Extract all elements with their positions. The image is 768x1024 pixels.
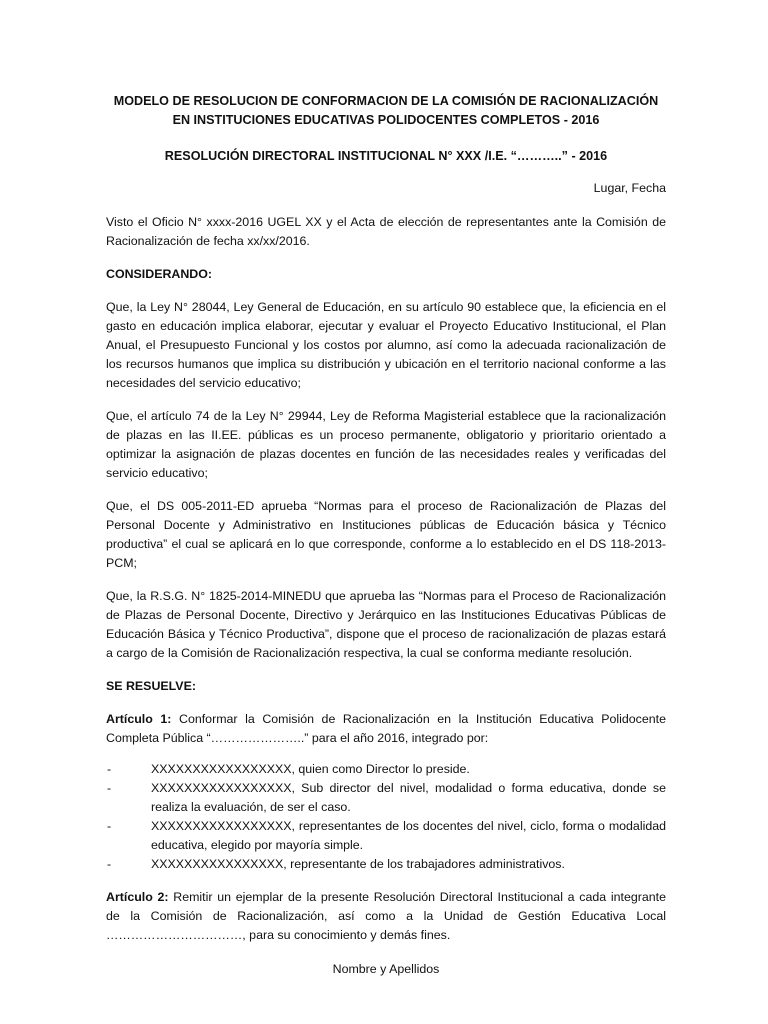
dash-bullet: - <box>107 819 112 833</box>
considerando-heading: CONSIDERANDO: <box>106 267 213 281</box>
member-text: XXXXXXXXXXXXXXXX, representante de los trabajadores administrativos. <box>151 857 565 871</box>
dash-bullet: - <box>107 762 112 776</box>
member-item <box>106 760 666 779</box>
article-1 <box>106 710 666 748</box>
considerando-paragraph-1: Que, la Ley N° 28044, Ley General de Educación, en su artículo 90 establece que, la eficiencia en el gasto en educación implica elaborar, ejecutar y evaluar el Proyecto Educativo Institucional, el Plan Anual, el Presupuesto Funcional y los costos por alumno, así como la adecuada racionalización de los recursos humanos que implica su distribución y ubicación en el territorio nacional conforme a las necesidades del servicio educativo; <box>106 300 666 390</box>
dash-bullet: - <box>107 781 112 795</box>
member-text: XXXXXXXXXXXXXXXXX, representantes de los docentes del nivel, ciclo, forma o modalidad educativa, elegido por mayoría simple. <box>151 819 666 852</box>
visto-paragraph: Visto el Oficio N° xxxx-2016 UGEL XX y el Acta de elección de representantes ante la Comisión de Racionalización de fecha xx/xx/2016. <box>106 215 666 248</box>
article-1-text: Conformar la Comisión de Racionalización en la Institución Educativa Polidocente Completa Pública “…………………..” para el año 2016, integrado por: <box>106 712 666 745</box>
member-item <box>106 855 666 874</box>
resuelve-heading: SE RESUELVE: <box>106 679 196 693</box>
dash-bullet: - <box>107 857 112 871</box>
article-2 <box>106 888 666 945</box>
member-item <box>106 779 666 817</box>
considerando-paragraph-2: Que, el artículo 74 de la Ley N° 29944, Ley de Reforma Magisterial establece que la racionalización de plazas en las II.EE. públicas es un proceso permanente, obligatorio y prioritario orientado a optimizar la asignación de plazas docentes en función de las necesidades reales y verificadas del servicio educativo; <box>106 409 666 480</box>
considerando-paragraph-3: Que, el DS 005-2011-ED aprueba “Normas para el proceso de Racionalización de Plazas del Personal Docente y Administrativo en Instituciones públicas de Educación básica y Técnico productiva” el cual se aplicará en lo que corresponde, conforme a lo establecido en el DS 118-2013-PCM; <box>106 499 666 570</box>
member-text: XXXXXXXXXXXXXXXXX, Sub director del nivel, modalidad o forma educativa, donde se realiza la evaluación, de ser el caso. <box>151 781 666 814</box>
place-date: Lugar, Fecha <box>593 181 666 195</box>
member-item <box>106 817 666 855</box>
member-list <box>106 760 666 874</box>
article-1-label: Artículo 1: <box>106 712 172 726</box>
considerando-paragraph-4: Que, la R.S.G. N° 1825-2014-MINEDU que aprueba las “Normas para el Proceso de Racionalización de Plazas de Personal Docente, Directivo y Jerárquico en las Instituciones Educativas Públicas de Educación Básica y Técnico Productiva”, dispone que el proceso de racionalización de plazas estará a cargo de la Comisión de Racionalización respectiva, la cual se conforma mediante resolución. <box>106 589 666 660</box>
title-line-2: EN INSTITUCIONES EDUCATIVAS POLIDOCENTES COMPLETOS - 2016 <box>172 113 600 127</box>
member-text: XXXXXXXXXXXXXXXXX, quien como Director lo preside. <box>151 762 470 776</box>
article-2-text: Remitir un ejemplar de la presente Resolución Directoral Institucional a cada integrante de la Comisión de Racionalización, así como a la Unidad de Gestión Educativa Local ……………………………, para su conocimiento y demás fines. <box>106 890 666 942</box>
signature-name: Nombre y Apellidos <box>332 962 440 976</box>
title-line-1: MODELO DE RESOLUCION DE CONFORMACION DE LA COMISIÓN DE RACIONALIZACIÓN <box>113 94 659 108</box>
article-2-label: Artículo 2: <box>106 890 169 904</box>
document-title <box>106 92 666 130</box>
resolution-number: RESOLUCIÓN DIRECTORAL INSTITUCIONAL N° XXX /I.E. “………..” - 2016 <box>164 149 608 163</box>
